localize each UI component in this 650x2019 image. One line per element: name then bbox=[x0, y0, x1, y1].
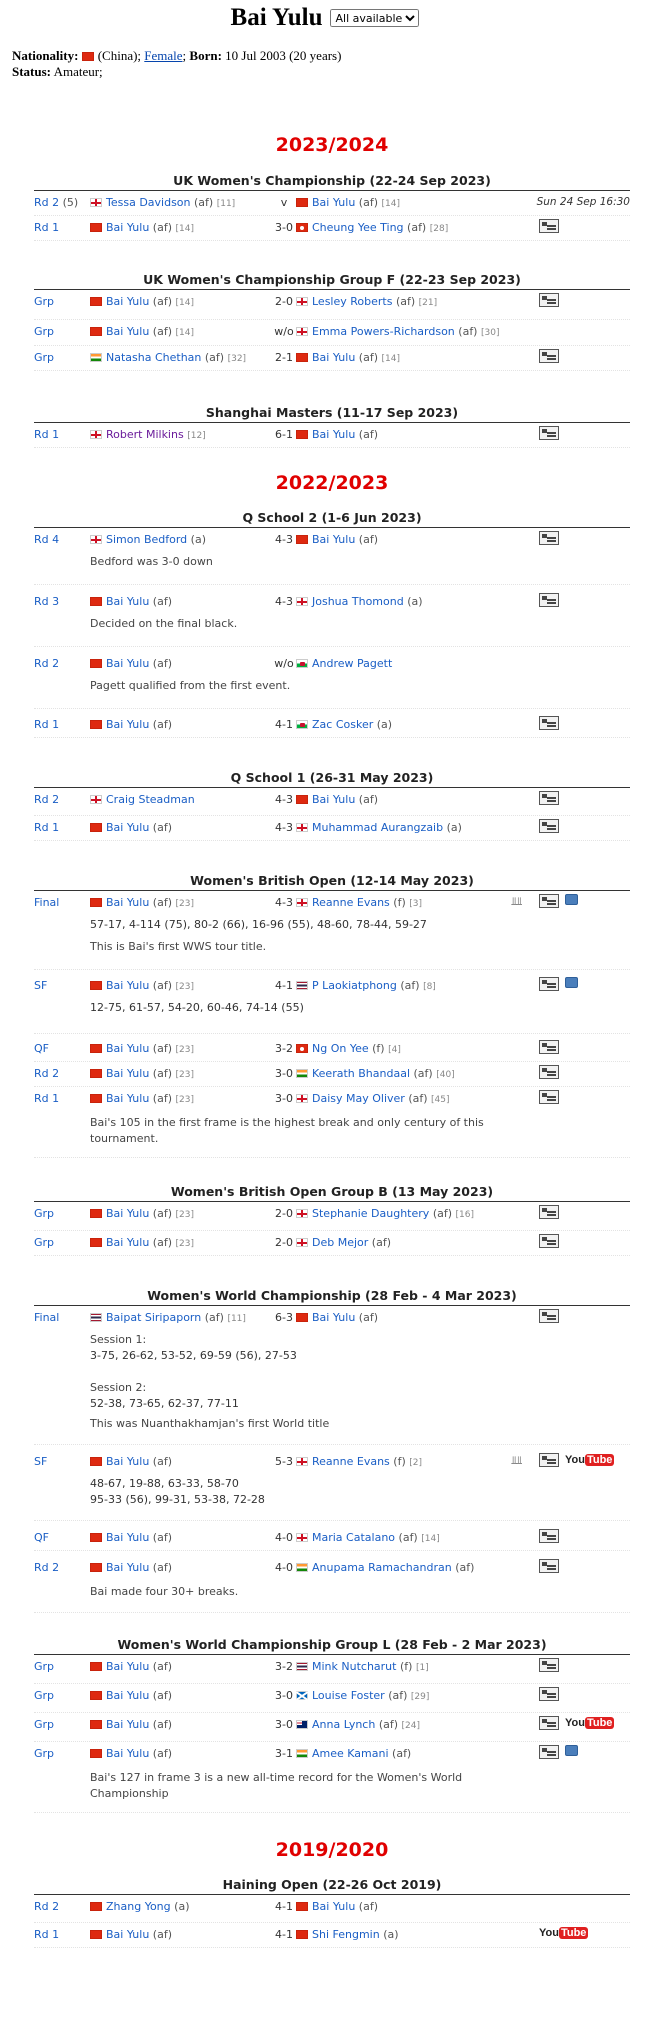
match-row: Grp Bai Yulu (af) [23] 2-0 Deb Mejor (af) bbox=[34, 1231, 630, 1256]
player2-link[interactable]: Louise Foster bbox=[312, 1689, 385, 1702]
player2-link[interactable]: Joshua Thomond bbox=[312, 595, 404, 608]
player2-link[interactable]: Bai Yulu bbox=[312, 793, 356, 806]
player1-link[interactable]: Zhang Yong bbox=[106, 1900, 171, 1913]
round-link[interactable]: Rd 2 bbox=[34, 657, 60, 670]
match-note: Bai's 105 in the first frame is the highest break and only century of this tournament. bbox=[90, 1116, 484, 1145]
score: 4-1 bbox=[275, 718, 293, 731]
born-value: 10 Jul 2003 (20 years) bbox=[225, 48, 342, 63]
frame-scores-icon[interactable] bbox=[539, 593, 559, 607]
china-flag-icon bbox=[90, 1563, 102, 1572]
round-link[interactable]: Rd 2 (5) bbox=[34, 196, 79, 209]
score: w/o bbox=[274, 657, 294, 670]
match-note: Bedford was 3-0 down bbox=[90, 555, 213, 568]
match-row: Grp Bai Yulu (af) [23] 2-0 Stephanie Daughtery (af) [16] bbox=[34, 1202, 630, 1231]
player2-link[interactable]: Shi Fengmin bbox=[312, 1928, 380, 1941]
player1-link[interactable]: Bai Yulu bbox=[106, 1092, 150, 1105]
event-title: Q School 2 (1-6 Jun 2023) bbox=[34, 510, 630, 528]
player1-link[interactable]: Bai Yulu bbox=[106, 595, 150, 608]
event-title: Women's British Open (12-14 May 2023) bbox=[34, 873, 630, 891]
player2-link[interactable]: Reanne Evans bbox=[312, 1455, 390, 1468]
event-title: Women's British Open Group B (13 May 2023) bbox=[34, 1184, 630, 1202]
round-link[interactable]: Grp bbox=[34, 1747, 55, 1760]
match-row: Rd 2 Bai Yulu (af) [23] 3-0 Keerath Bhandaal (af) [40] bbox=[34, 1062, 630, 1087]
round-link[interactable]: Grp bbox=[34, 1236, 55, 1249]
china-flag-icon bbox=[296, 535, 308, 544]
session2-label: Session 2: bbox=[90, 1381, 147, 1394]
frame-scores-icon[interactable] bbox=[539, 894, 559, 908]
player2-link[interactable]: Amee Kamani bbox=[312, 1747, 389, 1760]
round-link[interactable]: QF bbox=[34, 1042, 49, 1055]
player1-link[interactable]: Bai Yulu bbox=[106, 979, 150, 992]
score: 3-0 bbox=[275, 1718, 293, 1731]
round-link[interactable]: Grp bbox=[34, 295, 55, 308]
match-row: Grp Bai Yulu (af) [14] 2-0 Lesley Roberts (af) [21] bbox=[34, 290, 630, 320]
frame-scores-icon[interactable] bbox=[539, 1040, 559, 1054]
round-link[interactable]: Rd 1 bbox=[34, 1928, 60, 1941]
frame-scores-icon[interactable] bbox=[539, 716, 559, 730]
frame-scores-icon[interactable] bbox=[539, 1309, 559, 1323]
thailand-flag-icon bbox=[90, 1313, 102, 1322]
score: 3-0 bbox=[275, 221, 293, 234]
player2-link[interactable]: Maria Catalano bbox=[312, 1531, 396, 1544]
player2-link[interactable]: Bai Yulu bbox=[312, 196, 356, 209]
round-link[interactable]: QF bbox=[34, 1531, 49, 1544]
frame-scores-icon[interactable] bbox=[539, 1234, 559, 1248]
match-row: Grp Natasha Chethan (af) [32] 2-1 Bai Yulu (af) [14] bbox=[34, 346, 630, 371]
score: 2-0 bbox=[275, 295, 293, 308]
score: 4-3 bbox=[275, 595, 293, 608]
photos-icon[interactable] bbox=[565, 894, 578, 905]
score: 3-2 bbox=[275, 1042, 293, 1055]
player-name: Bai Yulu bbox=[230, 4, 323, 31]
match-row: Rd 2 Craig Steadman 4-3 Bai Yulu (af) bbox=[34, 788, 630, 816]
event-title: Women's World Championship Group L (28 Feb - 2 Mar 2023) bbox=[34, 1637, 630, 1655]
round-link[interactable]: Rd 1 bbox=[34, 821, 60, 834]
match-row: Grp Bai Yulu (af) 3-2 Mink Nutcharut (f) [1] bbox=[34, 1655, 630, 1684]
player1-link[interactable]: Bai Yulu bbox=[106, 1531, 150, 1544]
player1-link[interactable]: Baipat Siripaporn bbox=[106, 1311, 202, 1324]
player2-link[interactable]: Bai Yulu bbox=[312, 351, 356, 364]
india-flag-icon bbox=[90, 353, 102, 362]
score: w/o bbox=[274, 325, 294, 338]
session2-scores: 52-38, 73-65, 62-37, 77-11 bbox=[90, 1397, 239, 1410]
china-flag-icon bbox=[90, 327, 102, 336]
match-date: Sun 24 Sep 16:30 bbox=[536, 196, 630, 208]
china-flag-icon bbox=[90, 1930, 102, 1939]
round-link[interactable]: Rd 3 bbox=[34, 595, 60, 608]
player2-link[interactable]: Daisy May Oliver bbox=[312, 1092, 405, 1105]
gender-link[interactable]: Female bbox=[144, 48, 183, 63]
player1-link[interactable]: Bai Yulu bbox=[106, 1561, 150, 1574]
frame-scores-icon[interactable] bbox=[539, 1716, 559, 1730]
england-flag-icon bbox=[296, 1094, 308, 1103]
session1-label: Session 1: bbox=[90, 1333, 147, 1346]
score: 2-1 bbox=[275, 351, 293, 364]
china-flag-icon bbox=[296, 353, 308, 362]
match-row: Rd 4 Simon Bedford (a) 4-3 Bai Yulu (af) bbox=[34, 528, 630, 552]
player1-link[interactable]: Bai Yulu bbox=[106, 1455, 150, 1468]
china-flag-icon bbox=[90, 1720, 102, 1729]
frame-scores-icon[interactable] bbox=[539, 1745, 559, 1759]
scotland-flag-icon bbox=[296, 1691, 308, 1700]
player1-link[interactable]: Robert Milkins bbox=[106, 428, 184, 441]
player2-link[interactable]: Mink Nutcharut bbox=[312, 1660, 397, 1673]
player1-link[interactable]: Bai Yulu bbox=[106, 1747, 150, 1760]
match-note: This is Bai's first WWS tour title. bbox=[90, 940, 267, 953]
china-flag-icon bbox=[296, 1313, 308, 1322]
frame-scores: 12-75, 61-57, 54-20, 60-46, 74-14 (55) bbox=[90, 1001, 304, 1014]
england-flag-icon bbox=[296, 1238, 308, 1247]
match-row: Rd 1 Bai Yulu (af) [23] 3-0 Daisy May Oliver (af) [45] bbox=[34, 1087, 630, 1111]
frame-scores-icon[interactable] bbox=[539, 1065, 559, 1079]
event-title: Haining Open (22-26 Oct 2019) bbox=[34, 1877, 630, 1895]
china-flag-icon bbox=[90, 720, 102, 729]
match-row: Grp Bai Yulu (af) 3-0 Anna Lynch (af) [24] You Tube bbox=[34, 1713, 630, 1742]
player1-link[interactable]: Bai Yulu bbox=[106, 325, 150, 338]
photos-icon[interactable] bbox=[565, 977, 578, 988]
match-row: Final Bai Yulu (af) [23] 4-3 Reanne Evans (f) [3] ⫫⫫ bbox=[34, 891, 630, 915]
china-flag-icon bbox=[90, 1457, 102, 1466]
thailand-flag-icon bbox=[296, 1662, 308, 1671]
match-row: Rd 1 Bai Yulu (af) 4-3 Muhammad Aurangzaib (a) bbox=[34, 816, 630, 841]
india-flag-icon bbox=[296, 1563, 308, 1572]
round-link[interactable]: Final bbox=[34, 896, 60, 909]
trophy-icon: ⫫⫫ bbox=[511, 1454, 522, 1467]
event-title: Shanghai Masters (11-17 Sep 2023) bbox=[34, 405, 630, 423]
china-flag-icon bbox=[296, 198, 308, 207]
status-label: Status: bbox=[12, 64, 52, 79]
match-row: Rd 1 Bai Yulu (af) [14] 3-0 Cheung Yee Ting (af) [28] bbox=[34, 216, 630, 241]
session1-scores: 3-75, 26-62, 53-52, 69-59 (56), 27-53 bbox=[90, 1349, 297, 1362]
player1-link[interactable]: Bai Yulu bbox=[106, 821, 150, 834]
round-link[interactable]: Grp bbox=[34, 325, 55, 338]
score: 3-0 bbox=[275, 1689, 293, 1702]
round-link[interactable]: SF bbox=[34, 979, 48, 992]
trophy-icon: ⫫⫫ bbox=[511, 895, 522, 908]
score: 3-1 bbox=[275, 1747, 293, 1760]
player2-link[interactable]: Anna Lynch bbox=[312, 1718, 376, 1731]
frame-scores-icon[interactable] bbox=[539, 426, 559, 440]
match-row: SF Bai Yulu (af) 5-3 Reanne Evans (f) [2] ⫫⫫ You Tube bbox=[34, 1454, 613, 1468]
score: 6-3 bbox=[275, 1311, 293, 1324]
england-flag-icon bbox=[296, 1457, 308, 1466]
youtube-icon[interactable]: You Tube bbox=[565, 1454, 613, 1466]
player2-link[interactable]: Bai Yulu bbox=[312, 428, 356, 441]
frame-scores-icon[interactable] bbox=[539, 349, 559, 363]
match-note: This was Nuanthakhamjan's first World title bbox=[90, 1417, 330, 1430]
player2-link[interactable]: Bai Yulu bbox=[312, 533, 356, 546]
player2-link[interactable]: Keerath Bhandaal bbox=[312, 1067, 410, 1080]
event-title: Q School 1 (26-31 May 2023) bbox=[34, 770, 630, 788]
round-link[interactable]: Rd 1 bbox=[34, 221, 60, 234]
frame-scores-icon[interactable] bbox=[539, 1658, 559, 1672]
frame-scores-icon[interactable] bbox=[539, 1090, 559, 1104]
player1-link[interactable]: Tessa Davidson bbox=[106, 196, 191, 209]
match-row: Rd 2 Bai Yulu (af) 4-0 Anupama Ramachandran (af) bbox=[34, 1556, 630, 1580]
score: 3-0 bbox=[275, 1067, 293, 1080]
player2-link[interactable]: Stephanie Daughtery bbox=[312, 1207, 430, 1220]
player1-link[interactable]: Bai Yulu bbox=[106, 1042, 150, 1055]
round-link[interactable]: Rd 4 bbox=[34, 533, 60, 546]
frame-scores: 95-33 (56), 99-31, 53-38, 72-28 bbox=[90, 1493, 265, 1506]
player1-link[interactable]: Bai Yulu bbox=[106, 1689, 150, 1702]
score: 2-0 bbox=[275, 1207, 293, 1220]
player1-link[interactable]: Bai Yulu bbox=[106, 295, 150, 308]
match-row: Rd 1 Robert Milkins [12] 6-1 Bai Yulu (af) bbox=[34, 423, 630, 448]
england-flag-icon bbox=[296, 1533, 308, 1542]
player1-link[interactable]: Natasha Chethan bbox=[106, 351, 202, 364]
match-row: Rd 2 Zhang Yong (a) 4-1 Bai Yulu (af) bbox=[34, 1895, 630, 1923]
round-link[interactable]: Grp bbox=[34, 1689, 55, 1702]
player1-link[interactable]: Bai Yulu bbox=[106, 1660, 150, 1673]
round-link[interactable]: SF bbox=[34, 1455, 48, 1468]
round-link[interactable]: Grp bbox=[34, 351, 55, 364]
player2-link[interactable]: Andrew Pagett bbox=[312, 657, 393, 670]
round-link[interactable]: Rd 2 bbox=[34, 1067, 60, 1080]
match-row: QF Bai Yulu (af) 4-0 Maria Catalano (af) [14] bbox=[34, 1526, 630, 1551]
england-flag-icon bbox=[90, 535, 102, 544]
frame-scores-icon[interactable] bbox=[539, 293, 559, 307]
score: 2-0 bbox=[275, 1236, 293, 1249]
match-note: Bai made four 30+ breaks. bbox=[90, 1585, 239, 1598]
results-list bbox=[34, 0, 630, 1948]
score: v bbox=[280, 196, 288, 209]
frame-scores-icon[interactable] bbox=[539, 219, 559, 233]
china-flag-icon bbox=[90, 1238, 102, 1247]
player1-link[interactable]: Bai Yulu bbox=[106, 896, 150, 909]
score: 4-0 bbox=[275, 1531, 293, 1544]
round-link[interactable]: Grp bbox=[34, 1718, 55, 1731]
match-row: Rd 3 Bai Yulu (af) 4-3 Joshua Thomond (a) bbox=[34, 590, 630, 614]
china-flag-icon bbox=[90, 297, 102, 306]
player2-link[interactable]: Zac Cosker bbox=[312, 718, 374, 731]
player1: Tessa Davidson (af) [11] bbox=[90, 196, 235, 209]
score: 4-1 bbox=[275, 1928, 293, 1941]
player2-link[interactable]: Deb Mejor bbox=[312, 1236, 369, 1249]
wales-flag-icon bbox=[296, 720, 308, 729]
event-title: UK Women's Championship Group F (22-23 Sep 2023) bbox=[34, 272, 630, 290]
player1-link[interactable]: Bai Yulu bbox=[106, 1236, 150, 1249]
china-flag-icon bbox=[90, 823, 102, 832]
frame-scores-icon[interactable] bbox=[539, 1559, 559, 1573]
match-row: Rd 1 Bai Yulu (af) 4-1 Shi Fengmin (a) You Tube bbox=[34, 1923, 630, 1948]
player1-link[interactable]: Bai Yulu bbox=[106, 221, 150, 234]
england-flag-icon bbox=[296, 898, 308, 907]
score: 4-1 bbox=[275, 1900, 293, 1913]
china-flag-icon bbox=[296, 1930, 308, 1939]
england-flag-icon bbox=[296, 327, 308, 336]
china-flag-icon bbox=[296, 795, 308, 804]
australia-flag-icon bbox=[296, 1720, 308, 1729]
round-link[interactable]: Rd 1 bbox=[34, 1092, 60, 1105]
match-row: Grp Bai Yulu (af) 3-1 Amee Kamani (af) bbox=[34, 1742, 630, 1766]
match-note: Pagett qualified from the first event. bbox=[90, 679, 291, 692]
match-row bbox=[34, 191, 630, 216]
round-link[interactable]: Rd 2 bbox=[34, 1561, 60, 1574]
china-flag-icon bbox=[90, 1533, 102, 1542]
player2-link[interactable]: Emma Powers-Richardson bbox=[312, 325, 455, 338]
england-flag-icon bbox=[296, 823, 308, 832]
season-heading: 2019/2020 bbox=[275, 1839, 389, 1861]
england-flag-icon bbox=[90, 198, 102, 207]
china-flag-icon bbox=[90, 1902, 102, 1911]
hong-kong-flag-icon bbox=[296, 223, 308, 232]
player1-link[interactable]: Simon Bedford bbox=[106, 533, 188, 546]
china-flag-icon bbox=[90, 981, 102, 990]
player2-link[interactable]: Reanne Evans bbox=[312, 896, 390, 909]
player2-link[interactable]: Bai Yulu bbox=[312, 1900, 356, 1913]
england-flag-icon bbox=[296, 297, 308, 306]
england-flag-icon bbox=[90, 795, 102, 804]
score: 4-0 bbox=[275, 1561, 293, 1574]
frame-scores-icon[interactable] bbox=[539, 1687, 559, 1701]
player1-link[interactable]: Bai Yulu bbox=[106, 657, 150, 670]
youtube-icon[interactable]: You Tube bbox=[565, 1717, 613, 1729]
wales-flag-icon bbox=[296, 659, 308, 668]
china-flag-icon bbox=[90, 1209, 102, 1218]
china-flag-icon bbox=[296, 1902, 308, 1911]
player2-link[interactable]: Anupama Ramachandran bbox=[312, 1561, 452, 1574]
match-row: Grp Bai Yulu (af) [14] w/o Emma Powers-Richardson (af) [30] bbox=[34, 320, 630, 346]
hong-kong-flag-icon bbox=[296, 1044, 308, 1053]
frame-scores: 57-17, 4-114 (75), 80-2 (66), 16-96 (55), 48-60, 78-44, 59-27 bbox=[90, 918, 427, 931]
round-link[interactable]: Grp bbox=[34, 1660, 55, 1673]
round-link[interactable]: Rd 1 bbox=[34, 428, 60, 441]
player1-link[interactable]: Bai Yulu bbox=[106, 1928, 150, 1941]
player2-link[interactable]: Ng On Yee bbox=[312, 1042, 369, 1055]
score: 4-1 bbox=[275, 979, 293, 992]
china-flag-icon bbox=[296, 430, 308, 439]
event-title: Women's World Championship (28 Feb - 4 Mar 2023) bbox=[34, 1288, 630, 1306]
player-info: Nationality: (China); Female; Born: 10 Jul 2003 (20 years) Status: Amateur; bbox=[12, 48, 342, 79]
match-note: Bai's 127 in frame 3 is a new all-time record for the Women's World Championship bbox=[90, 1771, 463, 1800]
player1-link[interactable]: Craig Steadman bbox=[106, 793, 195, 806]
score: 4-3 bbox=[275, 793, 293, 806]
frame-scores-icon[interactable] bbox=[539, 1453, 559, 1467]
nationality-value: (China); bbox=[97, 48, 142, 63]
score: 5-3 bbox=[275, 1455, 293, 1468]
frame-scores: 48-67, 19-88, 63-33, 58-70 bbox=[90, 1477, 239, 1490]
thailand-flag-icon bbox=[296, 981, 308, 990]
player1-link[interactable]: Bai Yulu bbox=[106, 1207, 150, 1220]
frame-scores-icon[interactable] bbox=[539, 791, 559, 805]
score: 6-1 bbox=[275, 428, 293, 441]
player2-link[interactable]: Bai Yulu bbox=[312, 1311, 356, 1324]
score: 4-3 bbox=[275, 533, 293, 546]
player2-link[interactable]: Cheung Yee Ting bbox=[312, 221, 404, 234]
match-row: Grp Bai Yulu (af) 3-0 Louise Foster (af) [29] bbox=[34, 1684, 630, 1713]
player2-link[interactable]: Lesley Roberts bbox=[312, 295, 393, 308]
born-label: Born: bbox=[189, 48, 222, 63]
china-flag-icon bbox=[90, 898, 102, 907]
china-flag-icon bbox=[90, 659, 102, 668]
china-flag-icon bbox=[90, 1069, 102, 1078]
player1-link[interactable]: Bai Yulu bbox=[106, 718, 150, 731]
round-link[interactable]: Rd 2 bbox=[34, 1900, 60, 1913]
china-flag-icon bbox=[90, 1691, 102, 1700]
score: 3-2 bbox=[275, 1660, 293, 1673]
frame-scores-icon[interactable] bbox=[539, 819, 559, 833]
frame-scores-icon[interactable] bbox=[539, 977, 559, 991]
youtube-icon[interactable]: You Tube bbox=[539, 1927, 587, 1939]
player2: Bai Yulu (af) [14] bbox=[296, 196, 400, 209]
india-flag-icon bbox=[296, 1749, 308, 1758]
england-flag-icon bbox=[90, 430, 102, 439]
china-flag-icon bbox=[90, 1044, 102, 1053]
match-row: Final Baipat Siripaporn (af) [11] 6-3 Bai Yulu (af) bbox=[34, 1306, 630, 1330]
match-row: Rd 1 Bai Yulu (af) 4-1 Zac Cosker (a) bbox=[34, 713, 630, 738]
round-link[interactable]: Rd 2 bbox=[34, 793, 60, 806]
season-heading: 2022/2023 bbox=[275, 472, 389, 494]
china-flag-icon bbox=[90, 1094, 102, 1103]
match-row: SF Bai Yulu (af) [23] 4-1 P Laokiatphong (af) [8] bbox=[34, 974, 630, 998]
england-flag-icon bbox=[296, 1209, 308, 1218]
china-flag-icon bbox=[90, 1662, 102, 1671]
england-flag-icon bbox=[296, 597, 308, 606]
player2-link[interactable]: Muhammad Aurangzaib bbox=[312, 821, 444, 834]
round-link[interactable]: Final bbox=[34, 1311, 60, 1324]
frame-scores-icon[interactable] bbox=[539, 1205, 559, 1219]
round-link[interactable]: Grp bbox=[34, 1207, 55, 1220]
player1-link[interactable]: Bai Yulu bbox=[106, 1718, 150, 1731]
match-note: Decided on the final black. bbox=[90, 617, 238, 630]
player2-link[interactable]: P Laokiatphong bbox=[312, 979, 397, 992]
score: 4-3 bbox=[275, 821, 293, 834]
status-value: Amateur; bbox=[53, 64, 103, 79]
china-flag-icon bbox=[90, 223, 102, 232]
event-title: UK Women's Championship (22-24 Sep 2023) bbox=[34, 173, 630, 191]
nationality-label: Nationality: bbox=[12, 48, 79, 63]
photos-icon[interactable] bbox=[565, 1745, 578, 1756]
season-heading: 2023/2024 bbox=[275, 134, 389, 156]
match-row: Rd 2 Bai Yulu (af) w/o Andrew Pagett bbox=[34, 657, 393, 670]
round-link[interactable]: Rd 1 bbox=[34, 718, 60, 731]
china-flag-icon bbox=[90, 597, 102, 606]
match-row: QF Bai Yulu (af) [23] 3-2 Ng On Yee (f) [4] bbox=[34, 1037, 630, 1062]
score: 4-3 bbox=[275, 896, 293, 909]
india-flag-icon bbox=[296, 1069, 308, 1078]
score: 3-0 bbox=[275, 1092, 293, 1105]
player1-link[interactable]: Bai Yulu bbox=[106, 1067, 150, 1080]
china-flag-icon bbox=[90, 1749, 102, 1758]
frame-scores-icon[interactable] bbox=[539, 1529, 559, 1543]
frame-scores-icon[interactable] bbox=[539, 531, 559, 545]
